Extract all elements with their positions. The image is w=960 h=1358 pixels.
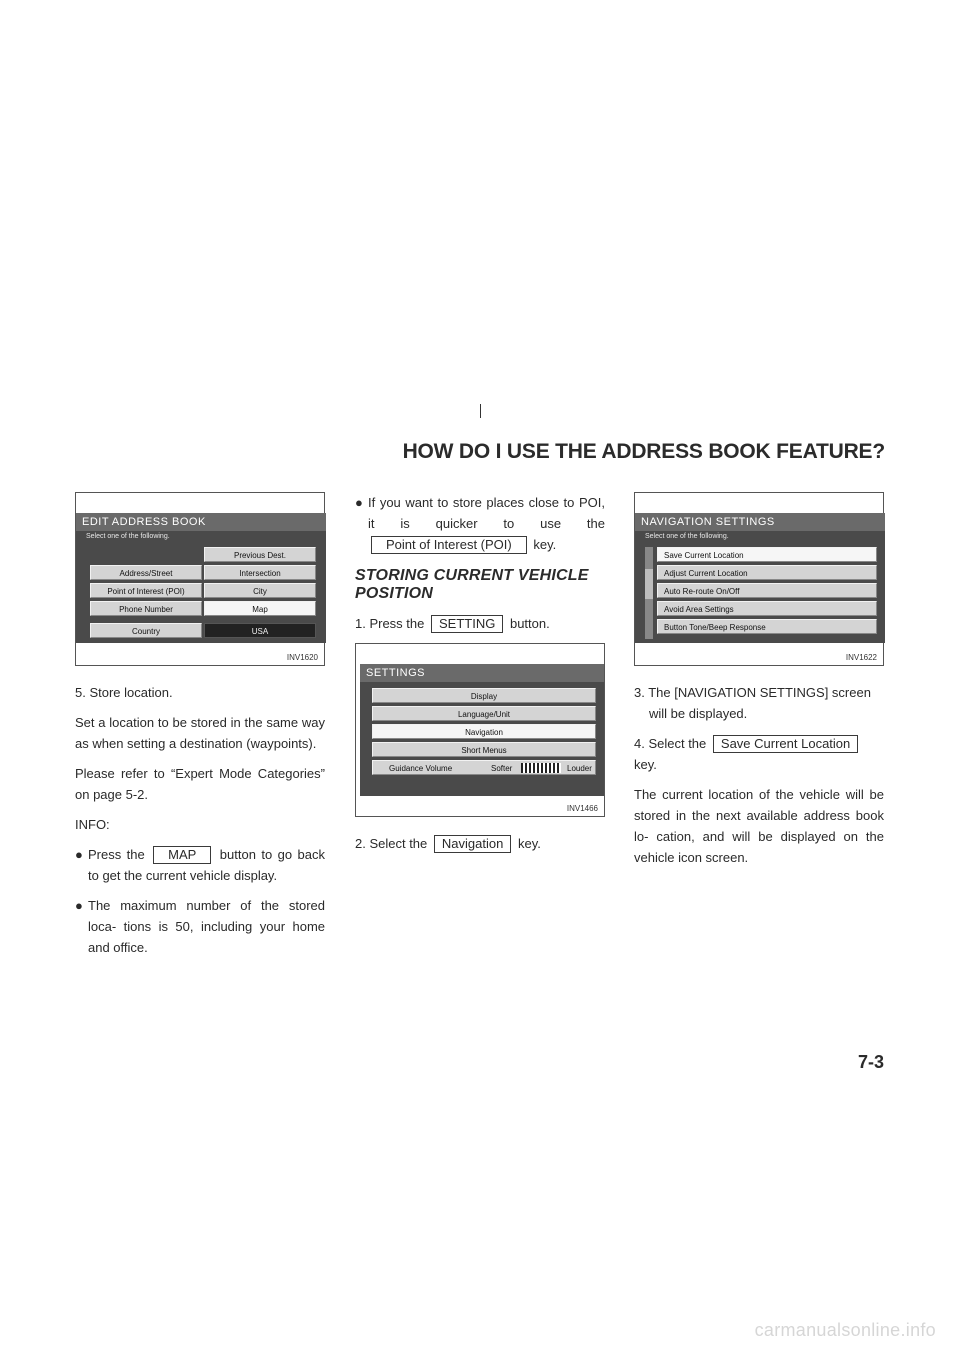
navigation-button[interactable]: Navigation (372, 724, 596, 739)
save-current-location-button[interactable]: Save Current Location (657, 547, 877, 562)
guidance-volume-button[interactable] (372, 760, 596, 775)
bullet-text: button to go back to get the current vehicle display. (88, 847, 325, 883)
paragraph-current-location: The current location of the vehicle will be stored in the next available address book lo- cation, and will be displayed on the vehicle icon screen. (634, 787, 884, 865)
watermark: carmanualsonline.info (754, 1320, 936, 1340)
column-3 (634, 492, 884, 877)
info-label: INFO: (75, 817, 110, 832)
subheading-line: POSITION (355, 585, 434, 602)
bullet-poi-tip (355, 492, 605, 555)
bullet-text: If you want to store places close to POI, it is quicker to use the (368, 495, 605, 531)
column-1 (75, 492, 325, 967)
save-current-location-key: Save Current Location (713, 735, 858, 753)
subheading (355, 567, 605, 603)
subheading-line: STORING CURRENT VEHICLE (355, 567, 589, 584)
display-button[interactable]: Display (372, 688, 596, 703)
paragraph-refer: Please refer to “Expert Mode Categories” on page 5-2. (75, 766, 325, 802)
bullet-map (75, 844, 325, 886)
navigation-settings-figure (634, 492, 884, 666)
map-key: MAP (153, 846, 211, 864)
screen-title: NAVIGATION SETTINGS (635, 513, 885, 531)
intersection-button[interactable]: Intersection (204, 565, 316, 580)
usa-button[interactable]: USA (204, 623, 316, 638)
short-menus-button[interactable]: Short Menus (372, 742, 596, 757)
screen-title: EDIT ADDRESS BOOK (76, 513, 326, 531)
navigation-settings-screen (635, 513, 885, 643)
figure-code: INV1620 (286, 653, 318, 662)
poi-key: Point of Interest (POI) (371, 536, 527, 554)
volume-bar[interactable] (521, 763, 561, 773)
guidance-volume-label: Guidance Volume (389, 764, 453, 773)
step-1 (355, 613, 605, 634)
city-button[interactable]: City (204, 583, 316, 598)
phone-number-button[interactable]: Phone Number (90, 601, 202, 616)
auto-reroute-button[interactable]: Auto Re-route On/Off (657, 583, 877, 598)
bullet-text: Press the (88, 847, 145, 862)
step-4 (634, 733, 884, 775)
screen-subtitle: Select one of the following. (645, 533, 729, 540)
louder-label: Louder (567, 764, 592, 773)
step-text: key. (634, 757, 657, 772)
previous-dest-button[interactable]: Previous Dest. (204, 547, 316, 562)
step-text: 1. Press the (355, 616, 425, 631)
screen-title: SETTINGS (360, 664, 604, 682)
country-button[interactable]: Country (90, 623, 202, 638)
bullet-dot: ● (75, 898, 83, 913)
step-text: 2. Select the (355, 836, 428, 851)
address-street-button[interactable]: Address/Street (90, 565, 202, 580)
settings-screen (360, 664, 604, 796)
language-unit-button[interactable]: Language/Unit (372, 706, 596, 721)
point-of-interest-button[interactable]: Point of Interest (POI) (90, 583, 202, 598)
step-text: button. (509, 616, 550, 631)
setting-key: SETTING (431, 615, 503, 633)
column-2 (355, 492, 605, 863)
step-3: 3. The [NAVIGATION SETTINGS] screen will be displayed. (634, 685, 871, 721)
step-text: key. (517, 836, 541, 851)
scrollbar-thumb[interactable] (645, 569, 653, 599)
step-2 (355, 833, 605, 854)
screen-subtitle: Select one of the following. (86, 533, 170, 540)
softer-label: Softer (491, 764, 513, 773)
avoid-area-settings-button[interactable]: Avoid Area Settings (657, 601, 877, 616)
edit-address-book-figure (75, 492, 325, 666)
bullet-text: The maximum number of the stored loca- tions is 50, including your home and office. (88, 898, 325, 955)
step-5: 5. Store location. (75, 685, 173, 700)
edit-address-book-screen (76, 513, 326, 643)
bullet-dot: ● (75, 847, 83, 862)
navigation-key: Navigation (434, 835, 511, 853)
top-tick-mark (480, 404, 481, 418)
step-text: 4. Select the (634, 736, 707, 751)
paragraph-set-location: Set a location to be stored in the same way as when setting a destination (waypoints). (75, 715, 325, 751)
figure-code: INV1466 (566, 804, 598, 813)
settings-figure (355, 643, 605, 817)
figure-code: INV1622 (845, 653, 877, 662)
map-button[interactable]: Map (204, 601, 316, 616)
adjust-current-location-button[interactable]: Adjust Current Location (657, 565, 877, 580)
bullet-dot: ● (355, 495, 363, 510)
button-tone-button[interactable]: Button Tone/Beep Response (657, 619, 877, 634)
bullet-text: key. (533, 537, 557, 552)
section-title: HOW DO I USE THE ADDRESS BOOK FEATURE? (402, 440, 885, 463)
scrollbar[interactable] (645, 547, 653, 639)
page-number: 7-3 (857, 1052, 884, 1072)
bullet-max-locations (75, 895, 325, 958)
